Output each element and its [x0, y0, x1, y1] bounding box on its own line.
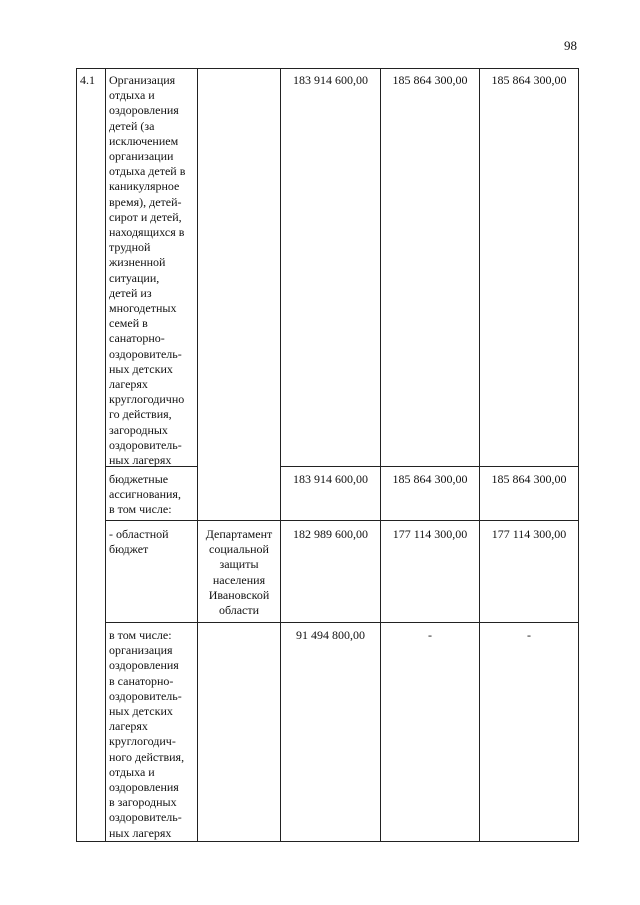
table-row-divider-2 [105, 520, 579, 521]
row-value-3: 185 864 300,00 [491, 73, 567, 87]
row-value-3: 185 864 300,00 [491, 472, 567, 486]
row-value-3: - [527, 628, 531, 642]
table-col-divider-5 [479, 68, 480, 841]
table-border-right [578, 68, 579, 841]
row-value-2: 177 114 300,00 [392, 527, 468, 541]
row-executor: Департамент социальной защиты населения Ивановской области [205, 527, 273, 618]
table-col-divider-1 [105, 68, 106, 841]
row-name: бюджетные ассигнования, в том числе: [109, 472, 181, 517]
table-border-top [76, 68, 579, 69]
table-row-divider-1b [280, 466, 579, 467]
table-col-divider-4 [380, 68, 381, 841]
row-name: Организация отдыха и оздоровления детей (за исключением организации отдыха детей в каникулярное время), детей- сирот и детей, находящихся в трудной жизненной ситуации, детей из многодетных семей в санаторно- оздоровитель- ных детских лагерях круглогодично го действия, загородных оздоровитель- ных лагерях [109, 73, 186, 468]
row-value-1: 183 914 600,00 [293, 472, 368, 486]
row-value-2: 185 864 300,00 [392, 73, 468, 87]
row-name: - областной бюджет [109, 527, 169, 557]
table-border-bottom [76, 841, 579, 842]
table-border-left [76, 68, 77, 841]
page-number: 98 [564, 38, 577, 53]
row-name: в том числе: организация оздоровления в санаторно- оздоровитель- ных детских лагерях круглогодич- ного действия, отдыха и оздоровления в загородных оздоровитель- ных лагерях [109, 628, 185, 840]
row-value-1: 91 494 800,00 [296, 628, 365, 642]
row-value-2: 185 864 300,00 [392, 472, 468, 486]
table-col-divider-3 [280, 68, 281, 841]
row-value-3: 177 114 300,00 [491, 527, 567, 541]
row-index: 4.1 [80, 73, 95, 87]
table-row-divider-3 [105, 622, 579, 623]
row-value-1: 182 989 600,00 [293, 527, 368, 541]
row-value-2: - [428, 628, 432, 642]
row-value-1: 183 914 600,00 [293, 73, 368, 87]
